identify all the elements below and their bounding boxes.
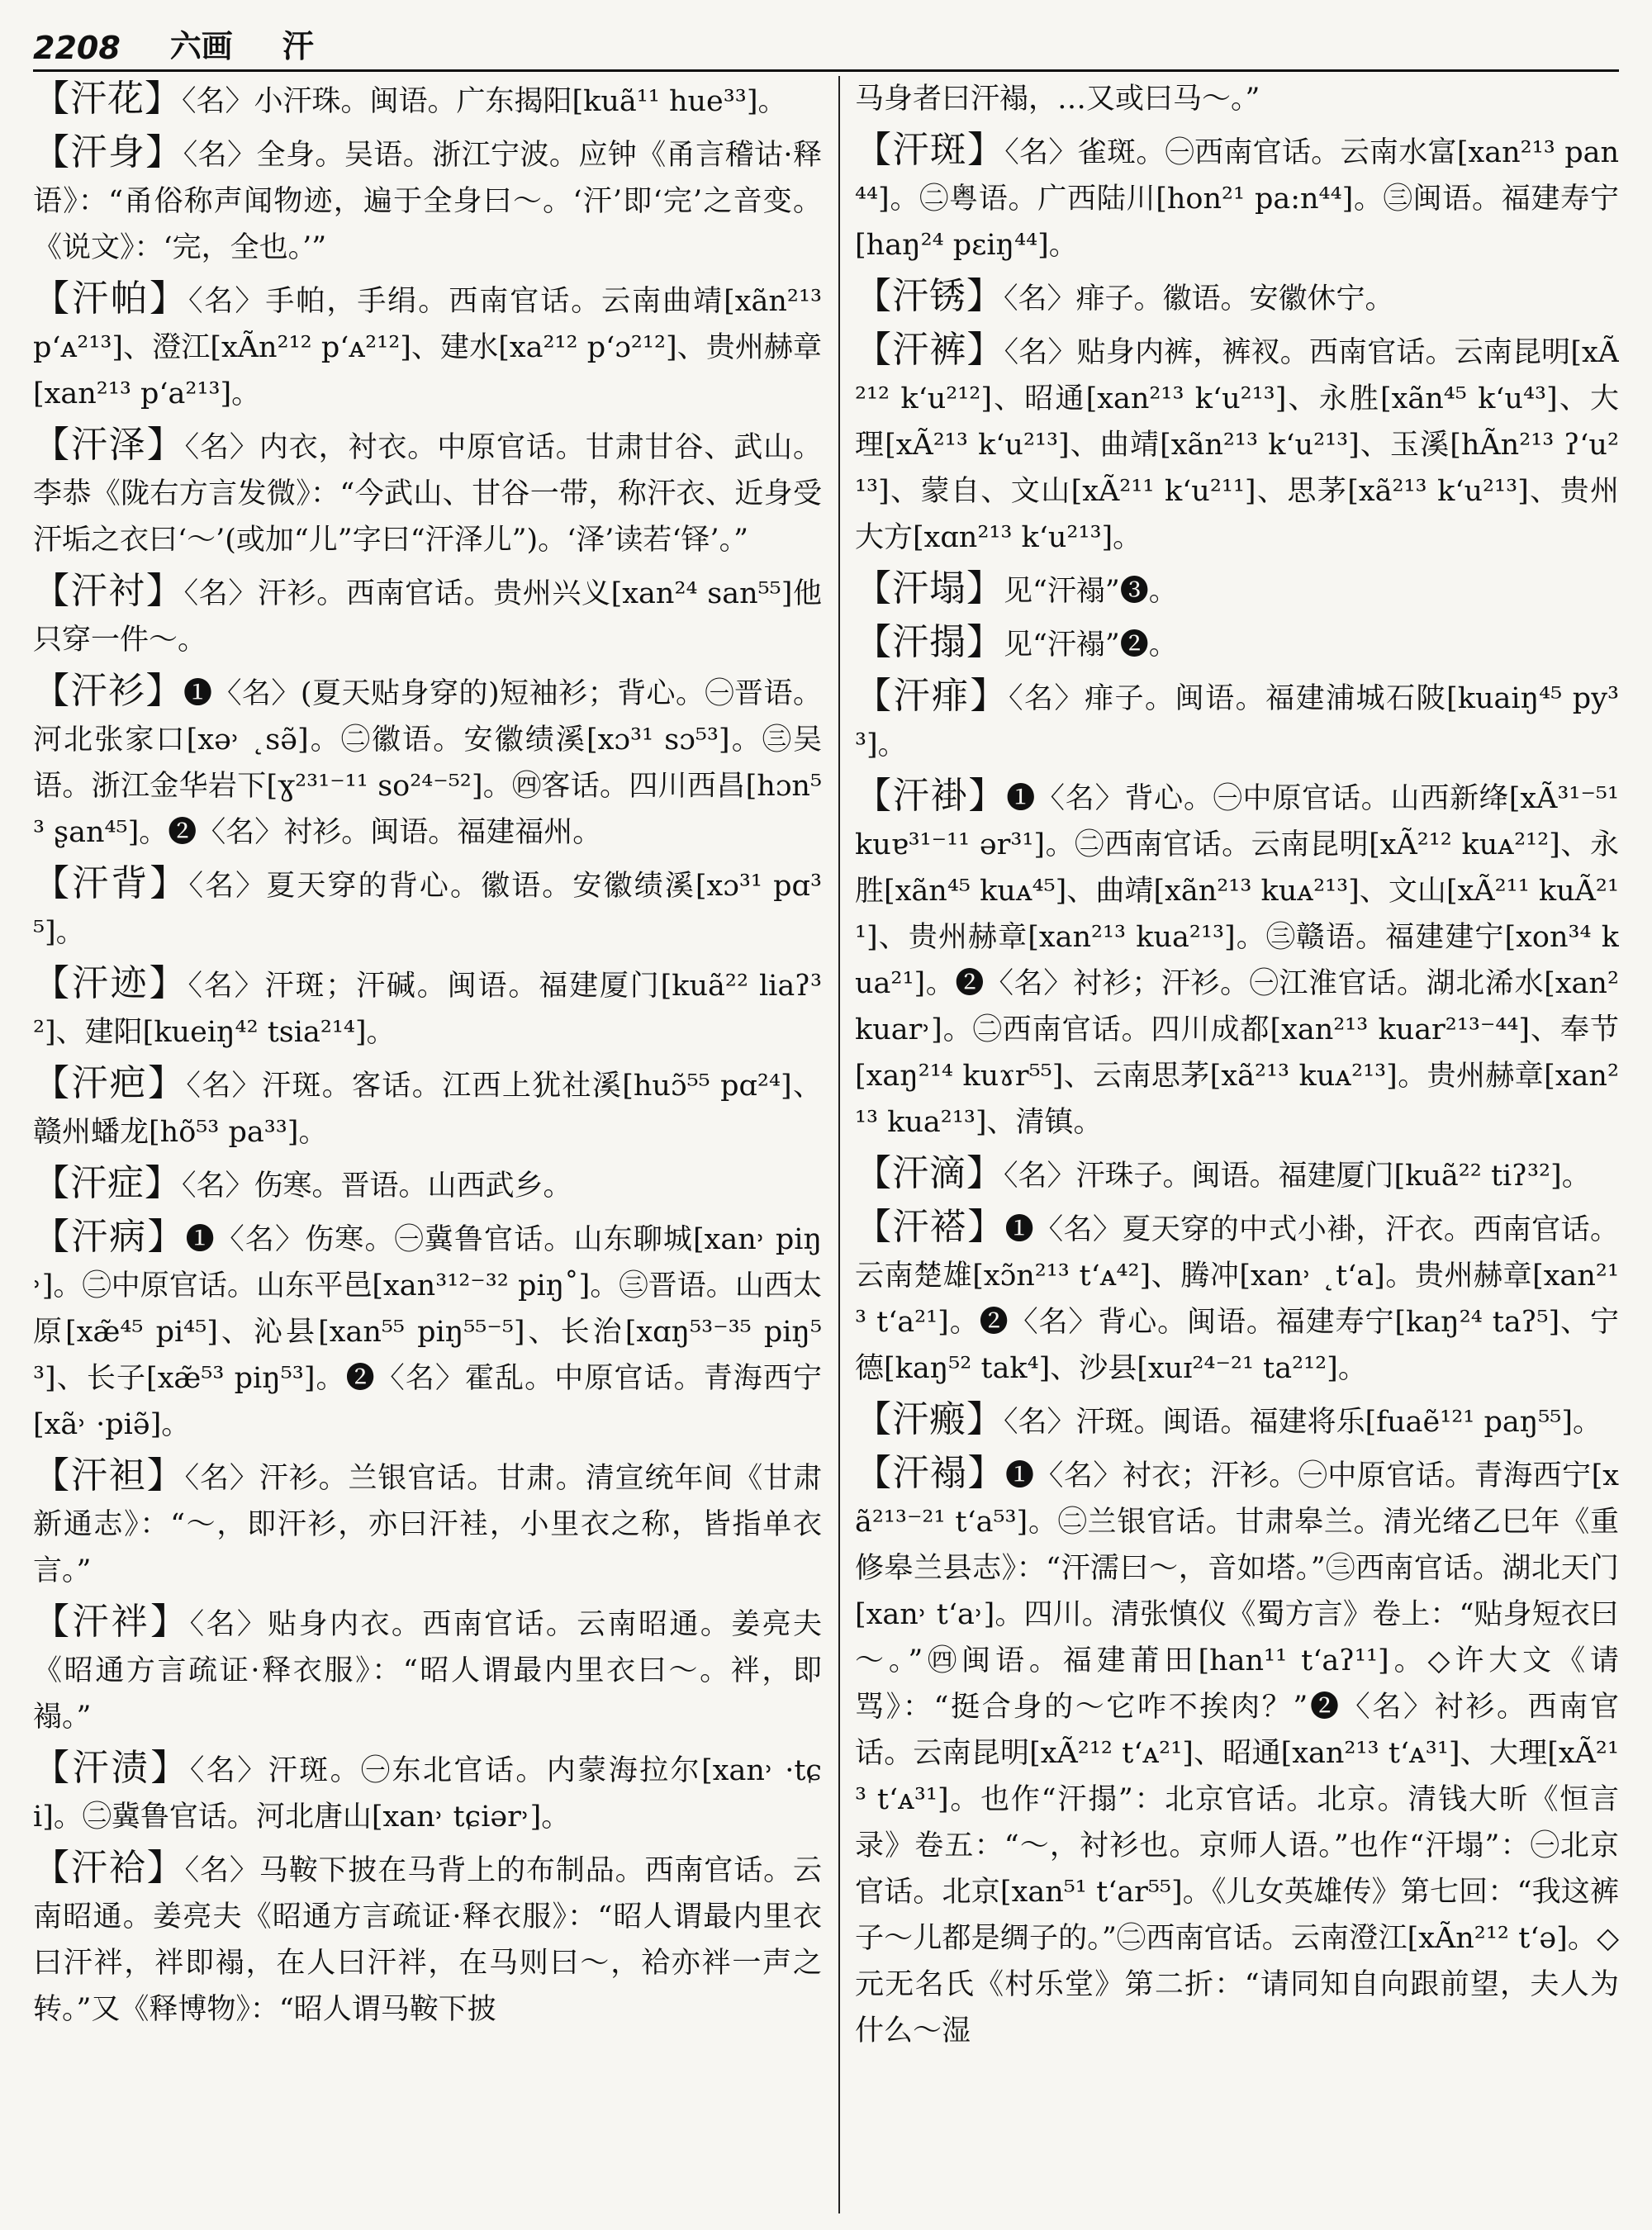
left-column: [33, 76, 822, 2213]
definition: 见“汗褟”❷。: [1004, 629, 1178, 662]
headword: 【汗症】: [33, 1162, 182, 1204]
entry: [33, 422, 822, 563]
continued-text: 马身者曰汗褟，…又或曰马～。”: [855, 83, 1260, 116]
definition: 〈名〉汗衫。兰银官话。甘肃。清宣统年间《甘肃新通志》：“～，即汗衫，亦曰汗袿，小里衣之称，皆指单衣言。”: [33, 1462, 822, 1587]
definition: 〈名〉小汗珠。闽语。广东揭阳[kuã¹¹ hue³³]。: [182, 85, 787, 118]
headword: 【汗迹】: [33, 962, 188, 1004]
entry: [33, 568, 822, 663]
headword: 【汗袢】: [33, 1601, 190, 1643]
entry: [855, 619, 1619, 668]
definition: ❶〈名〉夏天穿的中式小褂，汗衣。西南官话。云南楚雄[xɔ̃n²¹³ t‘ᴀ⁴²]、腾冲[xan˒ ˛t‘a]。贵州赫章[xan²¹³ t‘a²¹]。❷〈名〉背心。闽语。福建寿宁[kaŋ²⁴ taʔ⁵]、宁德[kaŋ⁵² tak⁴]、沙县[xuɪ²⁴⁻²¹ ta²¹²]。: [855, 1213, 1619, 1385]
entry: [855, 327, 1619, 561]
column-divider: [838, 76, 840, 2213]
radical-label: 汗: [282, 27, 314, 64]
headword: 【汗泽】: [33, 424, 185, 466]
headword: 【汗衬】: [33, 570, 184, 612]
headword: 【汗塌】: [855, 567, 1004, 610]
headword: 【汗袒】: [33, 1454, 185, 1497]
definition: ❶〈名〉背心。㊀中原官话。山西新绛[xÃ³¹⁻⁵¹ kuɐ³¹⁻¹¹ ər³¹]。㊁西南官话。云南昆明[xÃ²¹² kuᴀ²¹²]、永胜[xãn⁴⁵ kuᴀ⁴⁵]、曲靖[xãn²¹³ kuᴀ²¹³]、文山[xÃ²¹¹ kuÃ²¹¹]、贵州赫章[xan²¹³ kua²¹³]。㊂赣语。福建建宁[xon³⁴ kua²¹]。❷〈名〉衬衫；汗衫。㊀江淮官话。湖北浠水[xan² kuar˒]。㊁西南官话。四川成都[xan²¹³ kuar²¹³⁻⁴⁴]、奉节[xaŋ²¹⁴ kuɤr⁵⁵]、云南思茅[xã²¹³ kuᴀ²¹³]。贵州赫章[xan²¹³ kua²¹³]、清镇。: [855, 782, 1619, 1139]
headword: 【汗帕】: [33, 278, 188, 320]
definition: 〈名〉汗斑。客话。江西上犹社溪[huɔ̃⁵⁵ pɑ²⁴]、赣州蟠龙[hõ⁵³ pa³³]。: [33, 1070, 822, 1149]
headword: 【汗裤】: [855, 329, 1004, 371]
headword: 【汗褂】: [855, 775, 1007, 817]
entry: [855, 1204, 1619, 1392]
entry: [855, 1151, 1619, 1199]
headword: 【汗袷】: [33, 1847, 185, 1889]
definition: 〈名〉手帕，手绢。西南官话。云南曲靖[xãn²¹³ p‘ᴀ²¹³]、澄江[xÃn²¹² p‘ᴀ²¹²]、建水[xa²¹² p‘ɔ²¹²]、贵州赫章[xan²¹³ p‘a²¹³]。: [33, 285, 822, 410]
headword: 【汗痱】: [855, 675, 1009, 717]
definition: 〈名〉汗斑；汗碱。闽语。福建厦门[kuã²² liaʔ³²]、建阳[kueiŋ⁴² tsia²¹⁴]。: [33, 970, 822, 1049]
entry: [855, 127, 1619, 268]
definition: 〈名〉痱子。徽语。安徽休宁。: [1004, 282, 1394, 316]
headword: 【汗搨】: [855, 621, 1004, 663]
definition: 〈名〉夏天穿的背心。徽语。安徽绩溪[xɔ³¹ pɑ³⁵]。: [33, 870, 822, 949]
entry: [33, 961, 822, 1056]
entry: [855, 673, 1619, 768]
definition: 〈名〉汗斑。㊀东北官话。内蒙海拉尔[xan˒ ·tɕi]。㊁冀鲁官话。河北唐山[xan˒ tɕiər˒]。: [33, 1754, 822, 1834]
entry: [33, 1599, 822, 1740]
definition: ❶〈名〉(夏天贴身穿的)短袖衫；背心。㊀晋语。河北张家口[xə˒ ˛sə̃]。㊁徽语。安徽绩溪[xɔ³¹ sɔ⁵³]。㊂吴语。浙江金华岩下[ɣ²³¹⁻¹¹ so²⁴⁻⁵²]。㊃客话。四川西昌[hɔn⁵³ ʂan⁴⁵]。❷〈名〉衬衫。闽语。福建福州。: [33, 677, 822, 849]
definition: 〈名〉贴身内裤，裤衩。西南官话。云南昆明[xÃ²¹² k‘u²¹²]、昭通[xan²¹³ k‘u²¹³]、永胜[xãn⁴⁵ k‘u⁴³]、大理[xÃ²¹³ k‘u²¹³]、曲靖[xãn²¹³ k‘u²¹³]、玉溪[hÃn²¹³ ʔ‘u²¹³]、蒙自、文山[xÃ²¹¹ k‘u²¹¹]、思茅[xã²¹³ k‘u²¹³]、贵州大方[xɑn²¹³ k‘u²¹³]。: [855, 336, 1619, 554]
headword: 【汗衫】: [33, 670, 183, 712]
page-number: 2208: [33, 30, 121, 66]
entry: [33, 1214, 822, 1448]
entry: [33, 668, 822, 856]
definition: 〈名〉全身。吴语。浙江宁波。应钟《甬言稽诂·释语》：“甬俗称声闻物迹，遍于全身曰～。‘汗’即‘完’之音变。《说文》：‘完，全也。’”: [33, 139, 822, 264]
headword: 【汗身】: [33, 131, 183, 173]
definition: 〈名〉汗珠子。闽语。福建厦门[kuã²² tiʔ³²]。: [1004, 1160, 1591, 1193]
entry: [855, 273, 1619, 322]
entry: [33, 1160, 822, 1209]
entry: [33, 76, 822, 125]
definition: 〈名〉伤寒。晋语。山西武乡。: [182, 1170, 572, 1203]
headword: 【汗锈】: [855, 275, 1004, 317]
headword: 【汗褟】: [855, 1452, 1005, 1494]
definition: ❶〈名〉伤寒。㊀冀鲁官话。山东聊城[xan˒ piŋ˒]。㊁中原官话。山东平邑[xan³¹²⁻³² piŋ˚]。㊂晋语。山西太原[xæ̃⁴⁵ pi⁴⁵]、沁县[xan⁵⁵ piŋ⁵⁵⁻⁵]、长治[xɑŋ⁵³⁻³⁵ piŋ⁵³]、长子[xæ̃⁵³ piŋ⁵³]。❷〈名〉霍乱。中原官话。青海西宁[xã˒ ·piə̃]。: [33, 1223, 822, 1441]
header-rule: [33, 69, 1619, 72]
headword: 【汗瘢】: [855, 1398, 1004, 1440]
definition: 〈名〉马鞍下披在马背上的布制品。西南官话。云南昭通。姜亮夫《昭通方言疏证·释衣服》：“昭人谓最内里衣曰汗袢，袢即褟，在人曰汗袢，在马则曰～，袷亦袢一声之转。”又《释博物》：“昭人谓马鞍下披: [33, 1854, 822, 2026]
definition: 〈名〉雀斑。㊀西南官话。云南水富[xan²¹³ pan⁴⁴]。㊁粤语。广西陆川[hon²¹ pa:n⁴⁴]。㊂闽语。福建寿宁[haŋ²⁴ pɛiŋ⁴⁴]。: [855, 136, 1619, 262]
entry: [33, 1453, 822, 1594]
headword: 【汗疤】: [33, 1062, 187, 1104]
page-header: [33, 15, 1619, 66]
entry: [855, 773, 1619, 1146]
entry: [855, 566, 1619, 614]
definition: 〈名〉汗斑。闽语。福建将乐[fuaẽ¹²¹ paŋ⁵⁵]。: [1004, 1406, 1602, 1439]
headword: 【汗病】: [33, 1216, 186, 1258]
entry: [855, 1397, 1619, 1445]
entry: [855, 1450, 1619, 2054]
right-column: [855, 76, 1619, 2213]
headword: 【汗背】: [33, 862, 189, 904]
section-label: 六画: [169, 27, 233, 64]
headword: 【汗斑】: [855, 129, 1005, 171]
headword: 【汗褡】: [855, 1206, 1005, 1248]
definition: 〈名〉痱子。闽语。福建浦城石陂[kuaiŋ⁴⁵ py³³]。: [855, 682, 1619, 762]
definition: 〈名〉贴身内衣。西南官话。云南昭通。姜亮夫《昭通方言疏证·释衣服》：“昭人谓最内里衣曰～。袢，即褟。”: [33, 1608, 822, 1734]
definition: 见“汗褟”❸。: [1004, 575, 1178, 608]
definition: ❶〈名〉衬衣；汗衫。㊀中原官话。青海西宁[xã²¹³⁻²¹ t‘a⁵³]。㊁兰银官话。甘肃皋兰。清光绪乙巳年《重修皋兰县志》：“汗濡曰～，音如塔。”㊂西南官话。湖北天门[xan˒ t‘a˒]。四川。清张慎仪《蜀方言》卷上：“贴身短衣曰～。”㊃闽语。福建莆田[han¹¹ t‘aʔ¹¹]。◇许大文《请骂》：“挺合身的～它咋不挨肉？”❷〈名〉衬衫。西南官话。云南昆明[xÃ²¹² t‘ᴀ²¹]、昭通[xan²¹³ t‘ᴀ³¹]、大理[xÃ²¹³ t‘ᴀ³¹]。也作“汗搨”：北京官话。北京。清钱大昕《恒言录》卷五：“～，衬衫也。京师人语。”也作“汗塌”：㊀北京官话。北京[xan⁵¹ t‘ar⁵⁵]。《儿女英雄传》第七回：“我这裤子～儿都是绸子的。”㊁西南官话。云南澄江[xÃn²¹² t‘ə]。◇元无名氏《村乐堂》第二折：“请同知自向跟前望，夫人为什么～湿: [855, 1459, 1619, 2047]
entry: [33, 130, 822, 271]
entry: [33, 1060, 822, 1155]
headword: 【汗滴】: [855, 1152, 1004, 1194]
entry: [33, 1845, 822, 2033]
headword: 【汗花】: [33, 78, 182, 120]
definition: 〈名〉内衣，衬衣。中原官话。甘肃甘谷、武山。李恭《陇右方言发微》：“今武山、甘谷一带，称汗衣、近身受汗垢之衣曰‘～’(或加“儿”字曰“汗泽儿”)。‘泽’读若‘铎’。”: [33, 431, 822, 557]
entry: [33, 276, 822, 417]
headword: 【汗渍】: [33, 1747, 190, 1789]
entry: [33, 861, 822, 956]
definition: 〈名〉汗衫。西南官话。贵州兴义[xan²⁴ san⁵⁵]他只穿一件～。: [33, 577, 822, 657]
entry: [33, 1745, 822, 1840]
